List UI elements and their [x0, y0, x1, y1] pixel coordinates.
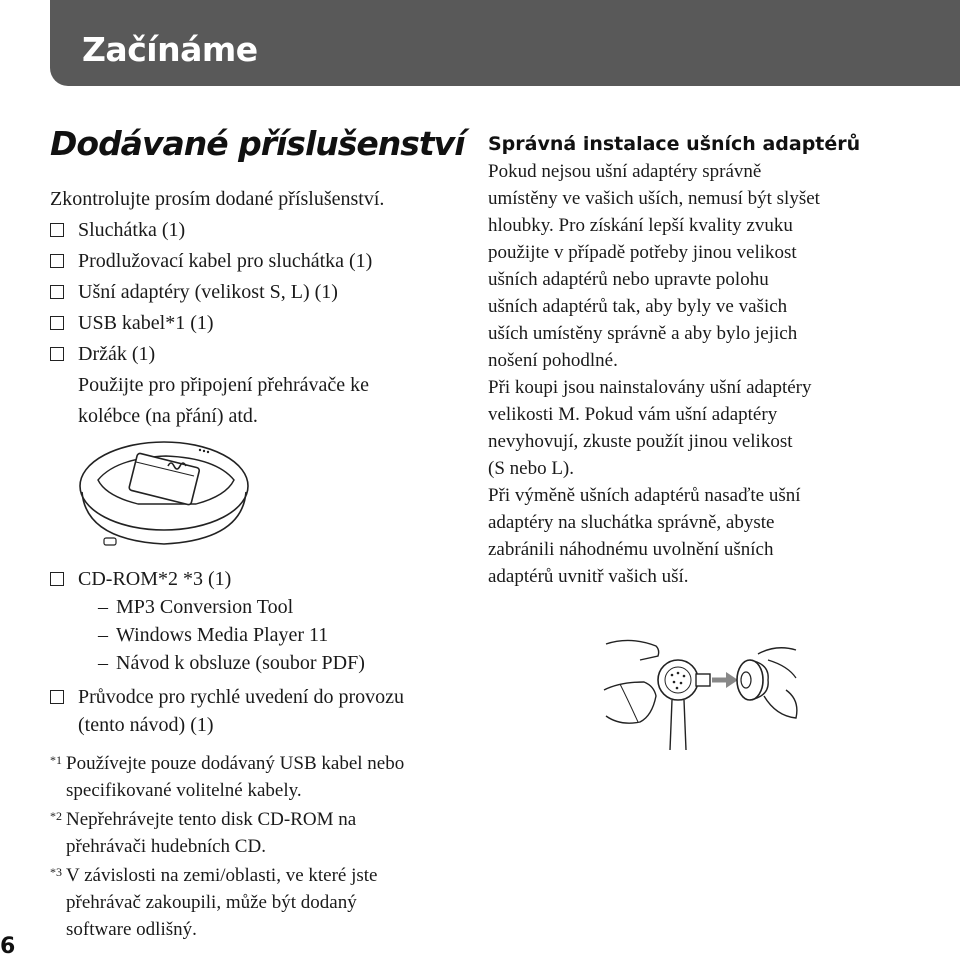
- item-note: kolébce (na přání) atd.: [78, 405, 258, 427]
- checkbox-icon: [50, 254, 64, 268]
- cdrom-contents: [78, 593, 404, 677]
- list-item: – Windows Media Player 11: [98, 621, 404, 649]
- list-item: [50, 308, 372, 339]
- paragraph-line: adaptéry na sluchátka správně, abyste: [488, 512, 775, 533]
- list-item: [50, 246, 372, 277]
- paragraph-line: adaptérů uvnitř vašich uší.: [488, 566, 689, 587]
- paragraph-line: umístěny ve vašich uších, nemusí být slyšet: [488, 188, 820, 209]
- paragraph-line: (S nebo L).: [488, 458, 575, 479]
- intro-text: Zkontrolujte prosím dodané příslušenství.: [50, 188, 385, 210]
- checkbox-icon: [50, 285, 64, 299]
- accessory-checklist: [50, 215, 372, 432]
- checkbox-icon: [50, 223, 64, 237]
- checkbox-icon: [50, 316, 64, 330]
- item-label: Prodlužovací kabel pro sluchátka (1): [78, 250, 373, 272]
- section-heading: Správná instalace ušních adaptérů: [488, 133, 861, 155]
- dash: –: [98, 596, 108, 618]
- item-label-cont: (tento návod) (1): [78, 714, 214, 736]
- paragraph-line: ušních adaptérů nebo upravte polohu: [488, 269, 769, 290]
- earbud-adapter-illustration: [600, 630, 800, 750]
- list-item: [50, 277, 372, 308]
- list-item: – MP3 Conversion Tool: [98, 593, 404, 621]
- list-item: [50, 683, 404, 739]
- item-label: Držák (1): [78, 343, 156, 365]
- earbud-instructions: [488, 130, 928, 590]
- checkbox-icon: [50, 572, 64, 586]
- item-note: Použijte pro připojení přehrávače ke: [78, 374, 369, 396]
- dash: –: [98, 652, 108, 674]
- page-number: 6: [0, 934, 16, 959]
- item-label: Sluchátka (1): [78, 219, 186, 241]
- list-item: – Návod k obsluze (soubor PDF): [98, 649, 404, 677]
- section-title: Začínáme: [82, 30, 258, 69]
- footnote: *2 Nepřehrávejte tento disk CD-ROM na přehrávači hudebních CD.: [50, 806, 470, 860]
- footnotes: [50, 750, 470, 945]
- paragraph-line: nevyhovují, zkuste použít jinou velikost: [488, 431, 793, 452]
- paragraph-line: hloubky. Pro získání lepší kvality zvuku: [488, 215, 793, 236]
- paragraph-line: Při výměně ušních adaptérů nasaďte ušní: [488, 485, 801, 506]
- item-label: USB kabel*1 (1): [78, 312, 214, 334]
- paragraph-line: uších umístěny správně a aby bylo jejich: [488, 323, 798, 344]
- paragraph-line: nošení pohodlné.: [488, 350, 618, 371]
- footnote-mark: *2: [50, 809, 62, 823]
- paragraph-line: použijte v případě potřeby jinou velikost: [488, 242, 797, 263]
- page-title: Dodávané příslušenství: [50, 124, 465, 163]
- footnote-mark: *1: [50, 753, 62, 767]
- paragraph-line: Pokud nejsou ušní adaptéry správně: [488, 161, 762, 182]
- list-item: [50, 565, 404, 677]
- paragraph-line: ušních adaptérů tak, aby byly ve vašich: [488, 296, 788, 317]
- item-label: CD-ROM*2 *3 (1): [78, 568, 232, 590]
- footnote-mark: *3: [50, 865, 62, 879]
- list-item: [50, 339, 372, 432]
- paragraph-line: Při koupi jsou nainstalovány ušní adaptéry: [488, 377, 812, 398]
- item-label: Průvodce pro rychlé uvedení do provozu: [78, 686, 405, 708]
- checkbox-icon: [50, 690, 64, 704]
- list-item: [50, 215, 372, 246]
- cradle-illustration: [76, 440, 256, 555]
- footnote: *1 Používejte pouze dodávaný USB kabel nebo specifikované volitelné kabely.: [50, 750, 470, 804]
- footnote: *3 V závislosti na zemi/oblasti, ve které jste přehrávač zakoupili, může být dodaný software odlišný.: [50, 862, 470, 943]
- checkbox-icon: [50, 347, 64, 361]
- dash: –: [98, 624, 108, 646]
- software-checklist: [50, 565, 404, 739]
- paragraph-line: zabránili náhodnému uvolnění ušních: [488, 539, 774, 560]
- paragraph-line: velikosti M. Pokud vám ušní adaptéry: [488, 404, 778, 425]
- item-label: Ušní adaptéry (velikost S, L) (1): [78, 281, 338, 303]
